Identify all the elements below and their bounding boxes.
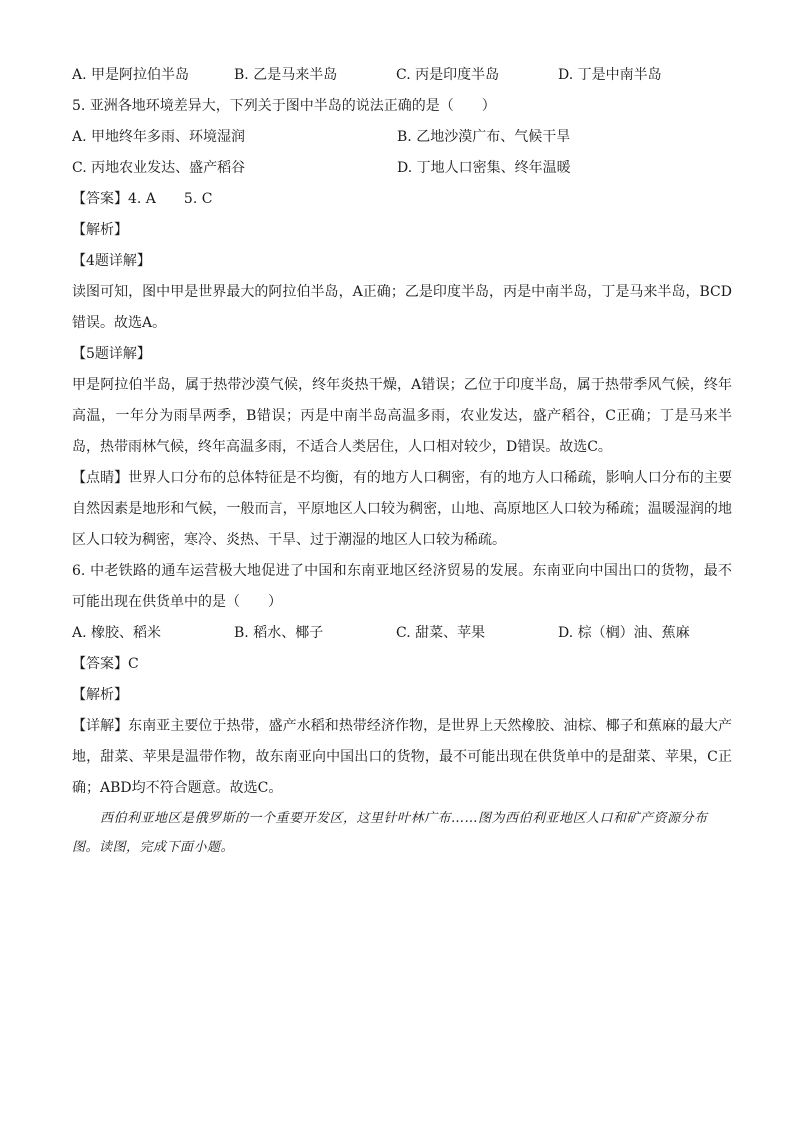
siberia-intro-paragraph: 西伯利亚地区是俄罗斯的一个重要开发区，这里针叶林广布……图为西伯利亚地区人口和矿产资源分布图。读图，完成下面小题。 [72, 811, 708, 855]
q5-option-b: B. 乙地沙漠广布、气候干旱 [397, 129, 571, 145]
q5-options-row1 [72, 122, 732, 153]
q4-option-c: C. 丙是印度半岛 [396, 67, 500, 83]
detail-5-text: 甲是阿拉伯半岛，属于热带沙漠气候，终年炎热干燥，A错误；乙位于印度半岛，属于热带季风气候，终年高温，一年分为雨旱两季，B错误；丙是中南半岛高温多雨，农业发达，盛产稻谷，C正确；丁是马来半岛，热带雨林气候，终年高温多雨，不适合人类居住，人口相对较少，D错误。故选C。 [72, 377, 732, 455]
detail-4-text: 读图可知，图中甲是世界最大的阿拉伯半岛，A正确；乙是印度半岛，丙是中南半岛，丁是马来半岛，BCD错误。故选A。 [72, 284, 732, 331]
answer-4-5: 【答案】4. A 5. C [72, 191, 213, 207]
answer-6: 【答案】C [72, 656, 139, 672]
detail-6-text: 【详解】东南亚主要位于热带，盛产水稻和热带经济作物，是世界上天然橡胶、油棕、椰子和蕉麻的最大产地，甜菜、苹果是温带作物，故东南亚向中国出口的货物，最不可能出现在供货单中的是甜菜、苹果，C正确；ABD均不符合题意。故选C。 [72, 718, 732, 796]
q4-option-a: A. 甲是阿拉伯半岛 [72, 67, 190, 83]
q6-option-d: D. 棕（榈）油、蕉麻 [558, 625, 690, 641]
q6-stem: 6. 中老铁路的通车运营极大地促进了中国和东南亚地区经济贸易的发展。东南亚向中国出口的货物，最不可能出现在供货单中的是（ ） [72, 563, 732, 610]
analysis-heading-6: 【解析】 [72, 687, 128, 703]
document-page [72, 60, 732, 862]
q4-option-b: B. 乙是马来半岛 [234, 67, 338, 83]
q6-option-a: A. 橡胶、稻米 [72, 625, 162, 641]
q5-option-a: A. 甲地终年多雨、环境湿润 [72, 129, 246, 145]
q6-option-c: C. 甜菜、苹果 [396, 625, 486, 641]
q6-option-b: B. 稻水、椰子 [234, 625, 324, 641]
detail-5-title: 【5题详解】 [72, 346, 151, 362]
analysis-heading-4-5: 【解析】 [72, 222, 128, 238]
detail-4-title: 【4题详解】 [72, 253, 151, 269]
q5-option-d: D. 丁地人口密集、终年温暖 [397, 160, 571, 176]
q5-stem: 5. 亚洲各地环境差异大，下列关于图中半岛的说法正确的是（ ） [72, 98, 496, 114]
q6-options [72, 618, 732, 649]
q4-option-d: D. 丁是中南半岛 [558, 67, 662, 83]
q5-option-c: C. 丙地农业发达、盛产稻谷 [72, 160, 246, 176]
tip-paragraph: 【点睛】世界人口分布的总体特征是不均衡，有的地方人口稠密，有的地方人口稀疏，影响人口分布的主要自然因素是地形和气候，一般而言，平原地区人口较为稠密，山地、高原地区人口较为稀疏；温暖湿润的地区人口较为稠密，寒冷、炎热、干旱、过于潮湿的地区人口较为稀疏。 [72, 470, 732, 548]
q5-options-row2 [72, 153, 732, 184]
q4-options [72, 60, 732, 91]
